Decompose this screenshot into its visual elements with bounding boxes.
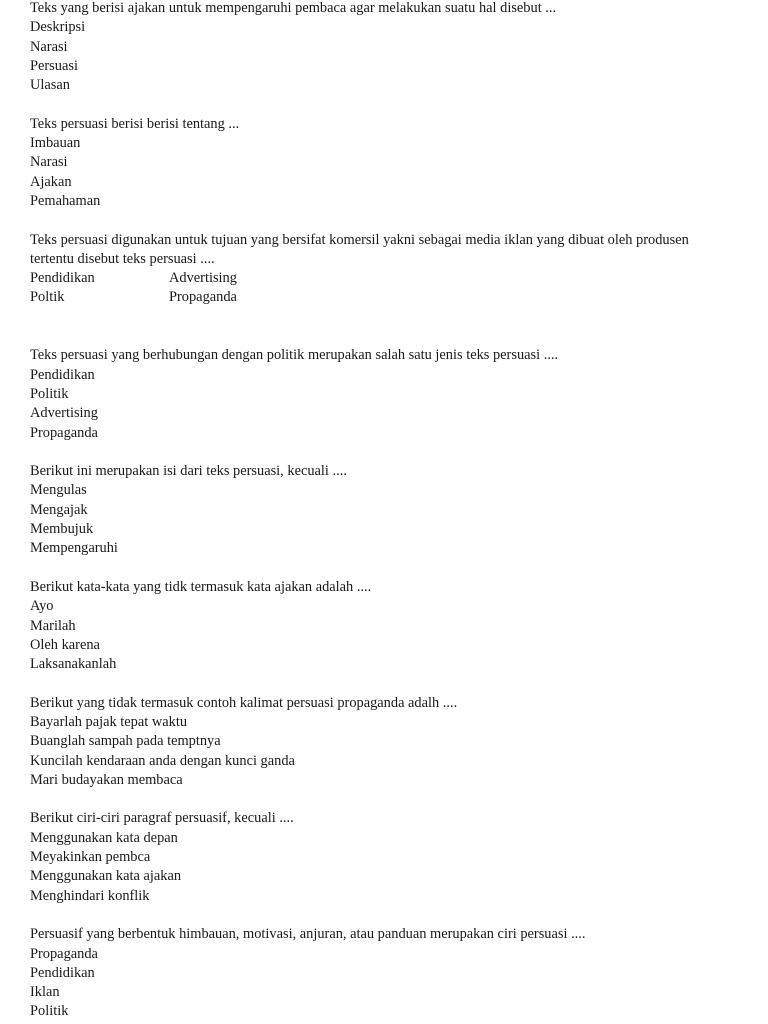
question-text: Teks yang berisi ajakan untuk mempengaruhi pembaca agar melakukan suatu hal disebut ... (30, 0, 557, 16)
question-block (30, 925, 760, 1021)
answer-option: Poltik (30, 289, 65, 306)
answer-option: Ajakan (30, 173, 72, 190)
answer-option: Mari budayakan membaca (30, 771, 183, 788)
answer-option: Propaganda (169, 289, 237, 306)
answer-option: Narasi (30, 38, 68, 55)
answer-option: Laksanakanlah (30, 656, 117, 673)
spacer (30, 211, 760, 230)
question-block (30, 115, 760, 211)
answer-option: Pendidikan (30, 366, 95, 383)
answer-option: Bayarlah pajak tepat waktu (30, 713, 188, 730)
spacer (30, 674, 760, 693)
answer-option: Mengajak (30, 501, 88, 518)
spacer (30, 906, 760, 925)
answer-option: Menghindari konflik (30, 887, 150, 904)
spacer (30, 308, 760, 347)
answer-option: Menggunakan kata depan (30, 829, 178, 846)
answer-option: Persuasi (30, 57, 78, 74)
answer-option: Pendidikan (30, 270, 95, 287)
spacer (30, 95, 760, 114)
document-page (30, 0, 760, 1022)
answer-option: Ulasan (30, 77, 70, 94)
question-block (30, 346, 760, 442)
question-text: Berikut yang tidak termasuk contoh kalimat persuasi propaganda adalh .... (30, 694, 458, 711)
spacer (30, 790, 760, 809)
answer-option: Ayo (30, 598, 54, 615)
answer-option: Kuncilah kendaraan anda dengan kunci ganda (30, 752, 295, 769)
answer-option: Propaganda (30, 945, 98, 962)
question-block (30, 462, 760, 558)
question-text: Persuasif yang berbentuk himbauan, motivasi, anjuran, atau panduan merupakan ciri persuasi .... (30, 926, 586, 943)
answer-option: Marilah (30, 617, 76, 634)
spacer (30, 443, 760, 462)
question-text: Teks persuasi berisi berisi tentang ... (30, 115, 240, 132)
answer-row (30, 269, 760, 288)
answer-option: Iklan (30, 984, 60, 1001)
answer-option: Oleh karena (30, 636, 100, 653)
answer-option: Advertising (169, 270, 237, 287)
answer-option: Membujuk (30, 521, 94, 538)
answer-option: Narasi (30, 154, 68, 171)
answer-option: Imbauan (30, 135, 81, 152)
question-text: Berikut ini merupakan isi dari teks persuasi, kecuali .... (30, 463, 347, 480)
answer-option: Politik (30, 1003, 69, 1020)
answer-option: Buanglah sampah pada temptnya (30, 733, 221, 750)
question-text-line: Teks persuasi digunakan untuk tujuan yang bersifat komersil yakni sebagai media iklan yang dibuat oleh produsen (30, 231, 689, 248)
answer-option: Menggunakan kata ajakan (30, 868, 182, 885)
question-block (30, 231, 760, 308)
answer-option: Pendidikan (30, 964, 95, 981)
question-block (30, 694, 760, 790)
question-block (30, 0, 760, 95)
answer-row (30, 288, 760, 307)
question-text-line: tertentu disebut teks persuasi .... (30, 250, 215, 267)
question-text: Berikut kata-kata yang tidk termasuk kata ajakan adalah .... (30, 578, 372, 595)
question-block (30, 578, 760, 674)
answer-option: Politik (30, 385, 69, 402)
answer-option: Advertising (30, 405, 98, 422)
question-text: Teks persuasi yang berhubungan dengan politik merupakan salah satu jenis teks persuasi .... (30, 347, 559, 364)
spacer (30, 559, 760, 578)
answer-option: Pemahaman (30, 192, 101, 209)
answer-option: Mempengaruhi (30, 540, 118, 557)
question-text: Berikut ciri-ciri paragraf persuasif, kecuali .... (30, 810, 294, 827)
question-block (30, 809, 760, 905)
answer-option: Deskripsi (30, 19, 86, 36)
answer-option: Meyakinkan pembca (30, 849, 151, 866)
answer-option: Mengulas (30, 482, 87, 499)
answer-option: Propaganda (30, 424, 98, 441)
